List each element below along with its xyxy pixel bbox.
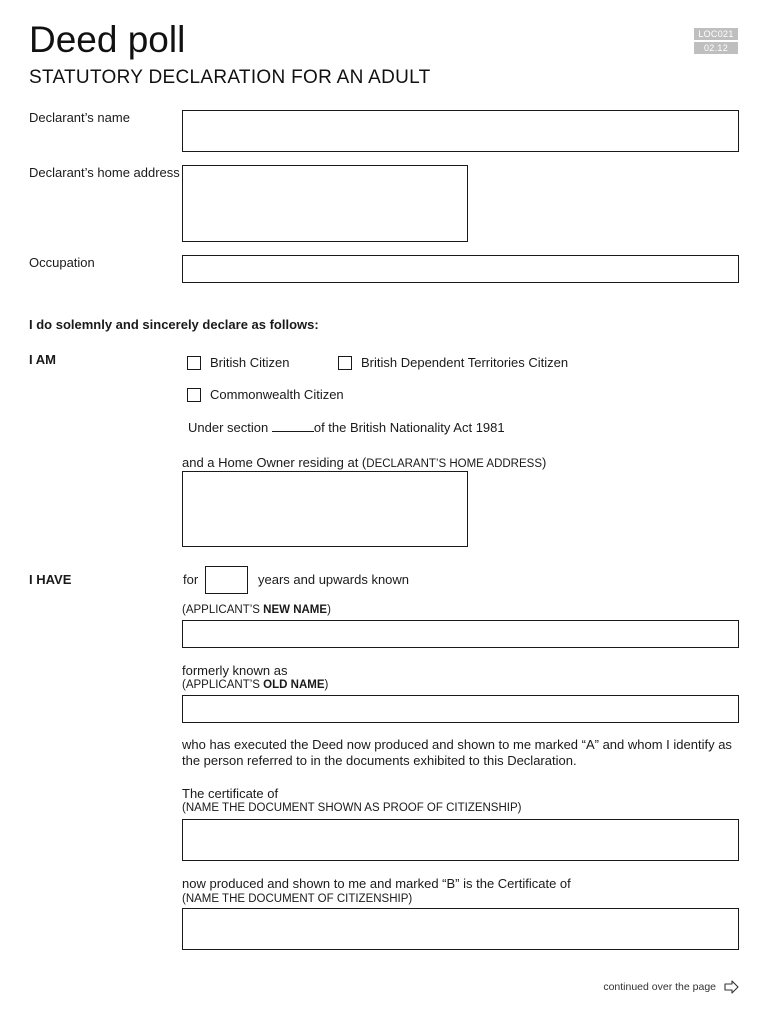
declarant-name-field[interactable]: [182, 110, 739, 152]
commonwealth-citizen-label: Commonwealth Citizen: [210, 387, 344, 402]
page-subtitle: STATUTORY DECLARATION FOR AN ADULT: [29, 67, 431, 88]
arrow-right-icon: [723, 980, 741, 994]
old-name-caption: [182, 678, 328, 693]
page-title: Deed poll: [29, 19, 186, 60]
new-name-caption-pre: (APPLICANT’S: [182, 604, 264, 616]
british-citizen-checkbox[interactable]: [187, 356, 201, 370]
british-citizen-label: British Citizen: [210, 355, 290, 370]
home-owner-address-field[interactable]: [182, 471, 468, 547]
years-known-text: years and upwards known: [258, 572, 410, 587]
under-section-line: [188, 419, 505, 436]
executed-deed-text: who has executed the Deed now produced and shown to me marked “A” and whom I identify as the person referred to in the documents exhibited to this Declaration.: [182, 737, 732, 768]
under-section-pre: Under section: [188, 420, 269, 435]
occupation-label: Occupation: [29, 255, 95, 270]
citizenship-document-caption: (NAME THE DOCUMENT OF CITIZENSHIP): [182, 893, 413, 905]
old-name-caption-bold: OLD NAME: [263, 679, 325, 691]
dependent-territories-label: British Dependent Territories Citizen: [361, 355, 569, 370]
dependent-territories-checkbox[interactable]: [338, 356, 352, 370]
new-name-field[interactable]: [182, 620, 739, 648]
new-name-caption-bold: NEW NAME: [263, 604, 328, 616]
form-code-badge: LOC021: [694, 28, 738, 40]
occupation-field[interactable]: [182, 255, 739, 283]
new-name-caption: [182, 603, 331, 618]
home-owner-pre: and a Home Owner residing at (: [182, 455, 367, 470]
declarant-name-label: Declarant’s name: [29, 110, 130, 125]
marked-b-text: now produced and shown to me and marked “B” is the Certificate of: [182, 876, 571, 891]
commonwealth-citizen-checkbox[interactable]: [187, 388, 201, 402]
for-text: for: [183, 572, 199, 587]
continued-over-page: continued over the page: [603, 981, 716, 993]
under-section-post: of the British Nationality Act 1981: [313, 420, 505, 435]
home-owner-line: [182, 455, 546, 472]
old-name-caption-pre: (APPLICANT’S: [182, 679, 264, 691]
new-name-caption-post: ): [327, 604, 331, 616]
i-have-label: I HAVE: [29, 572, 72, 587]
old-name-caption-post: ): [324, 679, 329, 691]
proof-document-caption: (NAME THE DOCUMENT SHOWN AS PROOF OF CITIZENSHIP): [182, 802, 522, 814]
declaration-intro: I do solemnly and sincerely declare as follows:: [29, 317, 319, 332]
i-am-label: I AM: [29, 352, 56, 367]
home-owner-caption: DECLARANT’S HOME ADDRESS: [366, 458, 542, 470]
years-known-field[interactable]: [205, 566, 248, 594]
form-date-badge: 02.12: [694, 42, 738, 54]
declarant-address-field[interactable]: [182, 165, 468, 242]
declarant-address-label: Declarant’s home address: [29, 165, 180, 180]
old-name-field[interactable]: [182, 695, 739, 723]
section-number-blank[interactable]: [272, 419, 314, 432]
formerly-known-label: formerly known as: [182, 663, 288, 678]
certificate-of-label: The certificate of: [182, 786, 279, 801]
citizenship-document-field[interactable]: [182, 908, 739, 950]
home-owner-post: ): [542, 455, 547, 470]
proof-document-field[interactable]: [182, 819, 739, 861]
